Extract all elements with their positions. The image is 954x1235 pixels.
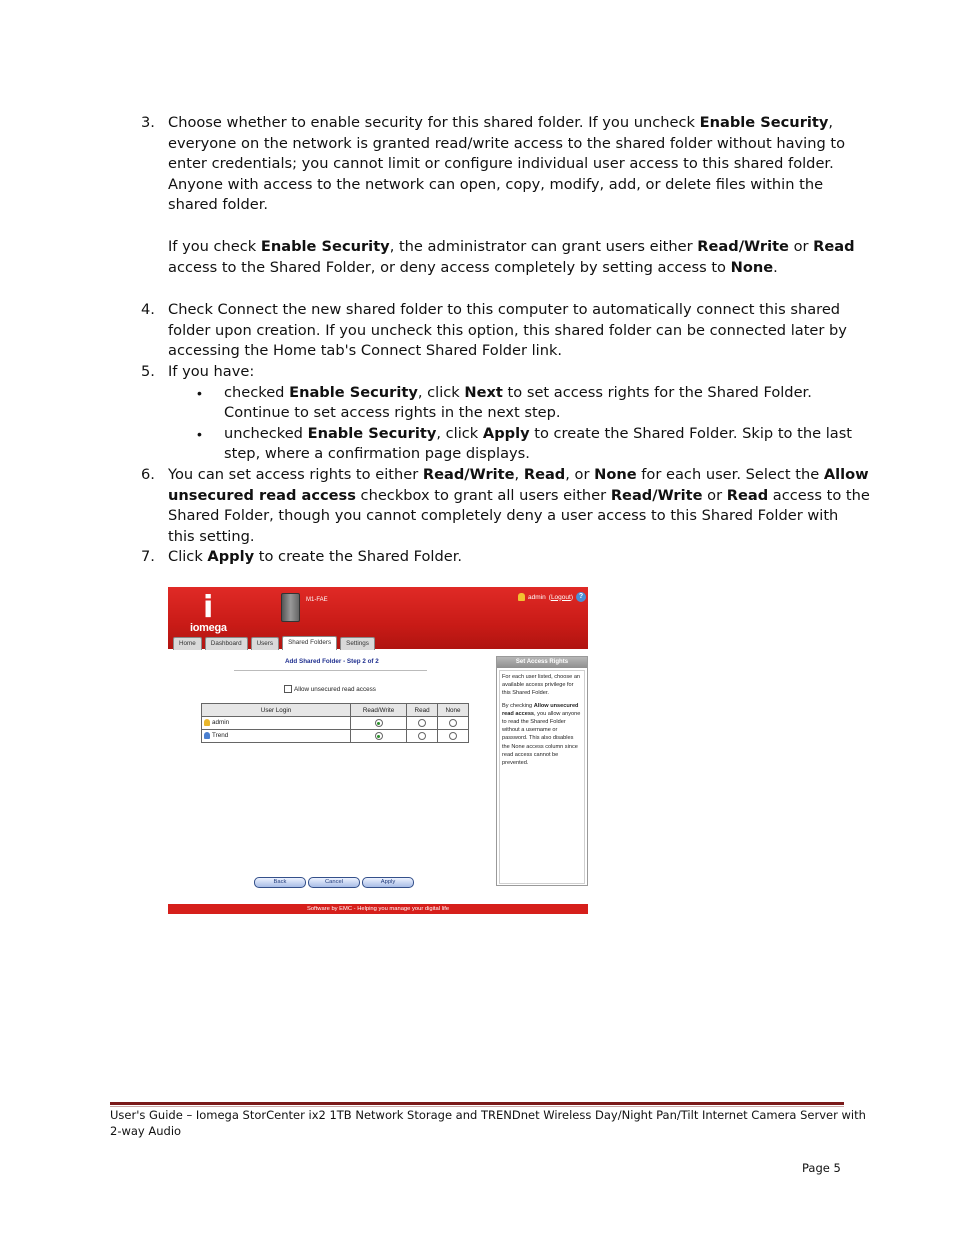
rw-cell [351, 730, 407, 743]
step-3-line-4: Anyone with access to the network can open, copy, modify, add, or delete files within the [168, 175, 824, 193]
iomega-logo-icon: i [203, 590, 214, 625]
step-6-number: 6. [141, 466, 155, 483]
device-name: M1-FAE [306, 597, 328, 603]
header-read-write: Read/Write [351, 704, 407, 717]
help-icon[interactable]: ? [576, 592, 586, 602]
app-header [168, 587, 588, 649]
step-6-line-4: this setting. [168, 527, 255, 545]
user-box [518, 592, 586, 602]
radio-read[interactable] [418, 719, 426, 727]
header-read: Read [407, 704, 438, 717]
help-sidebar [496, 656, 588, 886]
user-name: admin [528, 593, 546, 601]
admin-user-icon [204, 719, 210, 726]
step-5-bullet-2-line-2: step, where a confirmation page displays. [224, 445, 530, 463]
cancel-button[interactable]: Cancel [308, 877, 360, 888]
footer-line-1: User's Guide – Iomega StorCenter ix2 1TB Network Storage and TRENDnet Wireless Day/Night Pan/Tilt Internet Camera Server with [110, 1108, 866, 1122]
step-6-line-3: Shared Folder, though you cannot completely deny a user access to this Shared Folder with [168, 507, 839, 525]
sidebar-body [499, 670, 585, 884]
footer-rule [110, 1102, 844, 1105]
footer-line-2: 2-way Audio [110, 1123, 182, 1138]
step-3-number: 3. [141, 114, 155, 131]
read-cell [407, 730, 438, 743]
user-cell: Trend [202, 730, 351, 743]
step-5-bullet-1-line-1: checked Enable Security, click Next to set access rights for the Shared Folder. [224, 383, 812, 401]
user-access-table [201, 703, 469, 743]
tab-settings[interactable]: Settings [340, 637, 375, 650]
header-user-login: User Login [202, 704, 351, 717]
none-cell [438, 730, 469, 743]
user-icon [204, 732, 210, 739]
sidebar-para-2: By checking Allow unsecured read access, you allow anyone to read the Shared Folder without a username or password. This also disables the None access column since read access cannot be prevented. [502, 702, 581, 767]
footer-text [110, 1108, 866, 1139]
app-footer: Software by EMC - Helping you manage your digital life [168, 904, 588, 914]
bullet-2: • [197, 425, 202, 442]
allow-unsecured-row [284, 685, 376, 693]
apply-button[interactable]: Apply [362, 877, 414, 888]
step-7-line-1: Click Apply to create the Shared Folder. [168, 548, 463, 565]
footer-rule-thin [110, 1106, 844, 1107]
step-5-bullet-1-line-2: Continue to set access rights in the next step. [224, 404, 561, 422]
table-row [202, 717, 469, 730]
tab-dashboard[interactable]: Dashboard [205, 637, 248, 650]
tab-home[interactable]: Home [173, 637, 202, 650]
divider [234, 670, 427, 671]
radio-read[interactable] [418, 732, 426, 740]
nav-tabs [173, 636, 375, 649]
step-6-line-2: unsecured read access checkbox to grant all users either Read/Write or Read access to the [168, 486, 870, 504]
table-header-row [202, 704, 469, 717]
step-4-line-3: accessing the Home tab's Connect Shared Folder link. [168, 342, 563, 360]
radio-none[interactable] [449, 732, 457, 740]
radio-read-write[interactable] [375, 719, 383, 727]
rw-cell [351, 717, 407, 730]
step-3-line-2: everyone on the network is granted read/write access to the shared folder without having to [168, 134, 846, 152]
storage-device-icon [281, 593, 300, 622]
page-number: Page 5 [802, 1161, 841, 1175]
table-row [202, 730, 469, 743]
user-icon [518, 593, 525, 601]
step-5-number: 5. [141, 363, 155, 380]
radio-read-write[interactable] [375, 732, 383, 740]
step-title: Add Shared Folder - Step 2 of 2 [285, 658, 379, 665]
step-3-line-1: Choose whether to enable security for this shared folder. If you uncheck Enable Security, [168, 114, 834, 131]
tab-users[interactable]: Users [251, 637, 279, 650]
logout-link[interactable]: (Logout) [548, 593, 573, 601]
embedded-screenshot [168, 587, 588, 914]
tab-shared-folders[interactable]: Shared Folders [282, 636, 337, 650]
step-3-line-5: shared folder. [168, 196, 269, 214]
read-cell [407, 717, 438, 730]
sidebar-para-1: For each user listed, choose an available access privilege for this Shared Folder. [502, 674, 581, 697]
step-3-para-2-line-1: If you check Enable Security, the administrator can grant users either Read/Write or Read [168, 238, 855, 255]
step-4-line-2: folder upon creation. If you uncheck this option, this shared folder can be connected later by [168, 321, 847, 339]
step-4-number: 4. [141, 301, 155, 318]
radio-none[interactable] [449, 719, 457, 727]
user-cell: admin [202, 717, 351, 730]
allow-unsecured-checkbox[interactable] [284, 685, 292, 693]
step-5-bullet-2-line-1: unchecked Enable Security, click Apply to create the Shared Folder. Skip to the last [224, 424, 853, 442]
step-4-line-1: Check Connect the new shared folder to this computer to automatically connect this shared [168, 301, 841, 318]
step-5-line-1: If you have: [168, 363, 255, 380]
bullet-1: • [197, 384, 202, 401]
back-button[interactable]: Back [254, 877, 306, 888]
step-6-line-1: You can set access rights to either Read/Write, Read, or None for each user. Select the Allow [168, 466, 869, 483]
none-cell [438, 717, 469, 730]
step-3-line-3: enter credentials; you cannot limit or configure individual user access to this shared folder. [168, 155, 834, 173]
action-buttons [254, 877, 414, 888]
step-7-number: 7. [141, 548, 155, 565]
sidebar-title: Set Access Rights [497, 657, 587, 668]
step-3-para-2-line-2: access to the Shared Folder, or deny access completely by setting access to None. [168, 258, 778, 276]
header-none: None [438, 704, 469, 717]
iomega-logo-text: iomega [190, 622, 227, 634]
allow-unsecured-label: Allow unsecured read access [294, 685, 376, 693]
